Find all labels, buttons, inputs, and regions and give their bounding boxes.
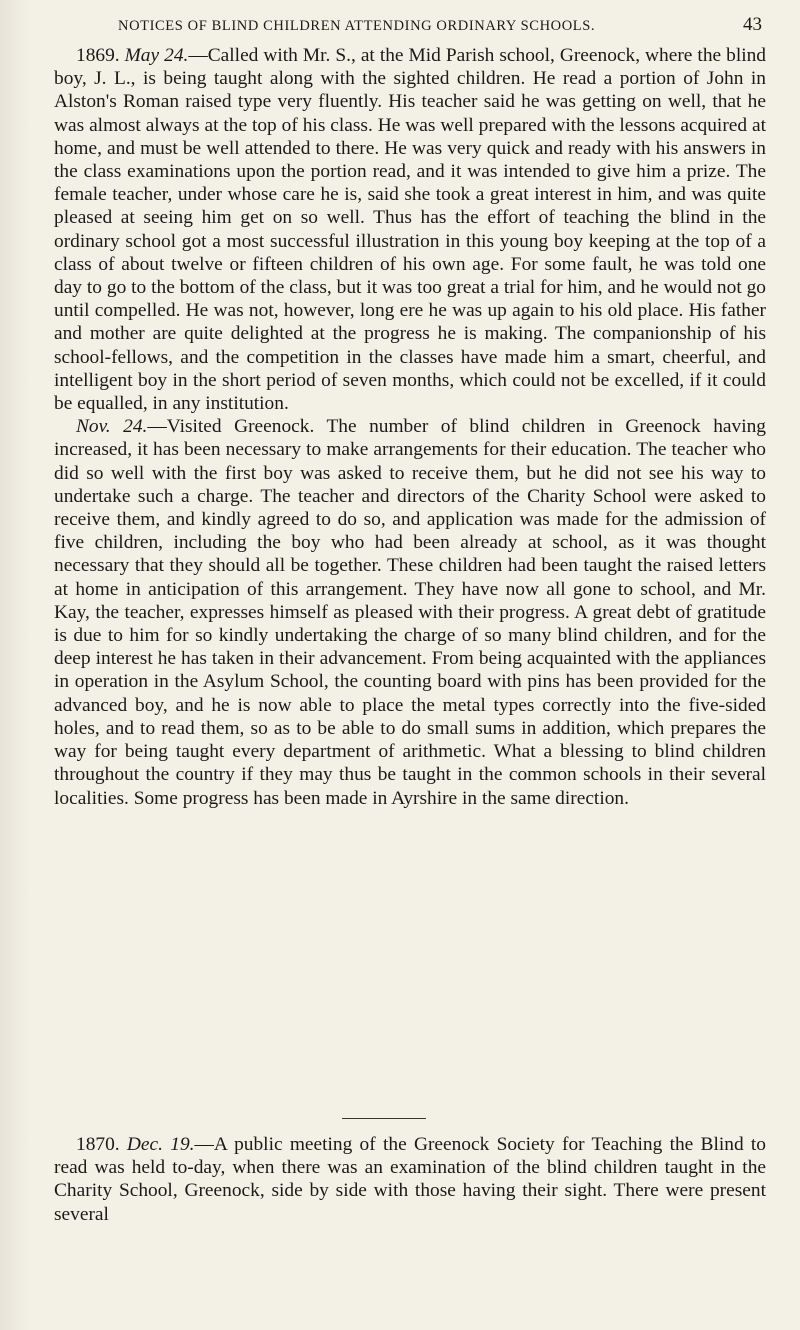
entry-year: 1870. [76, 1134, 120, 1155]
entry-text: —A public meeting of the Greenock Society for Teaching the Blind to read was held to-day, when there was an examination of the blind children taught in the Charity School, Greenock, side by side with those having their sight. There were present several [54, 1134, 766, 1225]
entry-paragraph [54, 1133, 766, 1226]
running-title: NOTICES OF BLIND CHILDREN ATTENDING ORDINARY SCHOOLS. [118, 18, 596, 34]
entry-year: 1869. [76, 45, 120, 66]
page-number: 43 [743, 14, 762, 35]
body-text-1870 [54, 1133, 766, 1226]
entry-date: Nov. 24. [76, 416, 148, 438]
body-text-1869 [54, 44, 766, 810]
running-head [54, 14, 762, 38]
entry-date: Dec. 19. [126, 1134, 195, 1155]
section-divider [342, 1118, 426, 1119]
entry-date: May 24. [124, 45, 189, 66]
entry-text: —Visited Greenock. The number of blind children in Greenock having increased, it has been necessary to make arrangements for their education. The teacher who did so well with the first boy was asked to receive them, but he did not see his way to undertake such a charge. The teacher and directors of the Charity School were asked to receive them, and kindly agreed to do so, and application was made for the admission of five children, including the boy who had been already at school, as it was thought necessary that they should all be together. These children had been taught the raised letters at home in anticipation of this arrangement. They have now all gone to school, and Mr. Kay, the teacher, expresses himself as pleased with their progress. A great debt of gratitude is due to him for so kindly undertaking the charge of so many blind children, and for the deep interest he has taken in their advancement. From being acquainted with the appliances in operation in the Asylum School, the counting board with pins has been provided for the advanced boy, and he is now able to place the metal types correctly into the five-sided holes, and to read them, so as to be able to do small sums in addition, which prepares the way for being taught every department of arithmetic. What a blessing to blind children throughout the country if they may thus be taught in the common schools in their several localities. Some progress has been made in Ayrshire in the same direction. [54, 416, 766, 809]
entry-text: —Called with Mr. S., at the Mid Parish school, Greenock, where the blind boy, J. L., is being taught along with the sighted children. He read a portion of John in Alston's Roman raised type very fluently. His teacher said he was getting on well, that he was almost always at the top of his class. He was well prepared with the lessons acquired at home, and must be well attended to there. He was very quick and ready with his answers in the class examinations upon the portion read, and it was intended to give him a prize. The female teacher, under whose care he is, said she took a great interest in him, and was quite pleased at seeing him get on so well. Thus has the effort of teaching the blind in the ordinary school got a most successful illustration in this young boy keeping at the top of a class of about twelve or fifteen children of his own age. For some fault, he was told one day to go to the bottom of the class, but it was too great a trial for him, and he would not go until compelled. He was not, however, long ere he was up again to his old place. His father and mother are quite delighted at the progress he is making. The companionship of his school-fellows, and the competition in the classes have made him a smart, cheerful, and intelligent boy in the short period of seven months, which could not be excelled, if it could be equalled, in any institution. [54, 45, 766, 415]
entry-paragraph [54, 44, 766, 415]
entry-paragraph [54, 415, 766, 809]
